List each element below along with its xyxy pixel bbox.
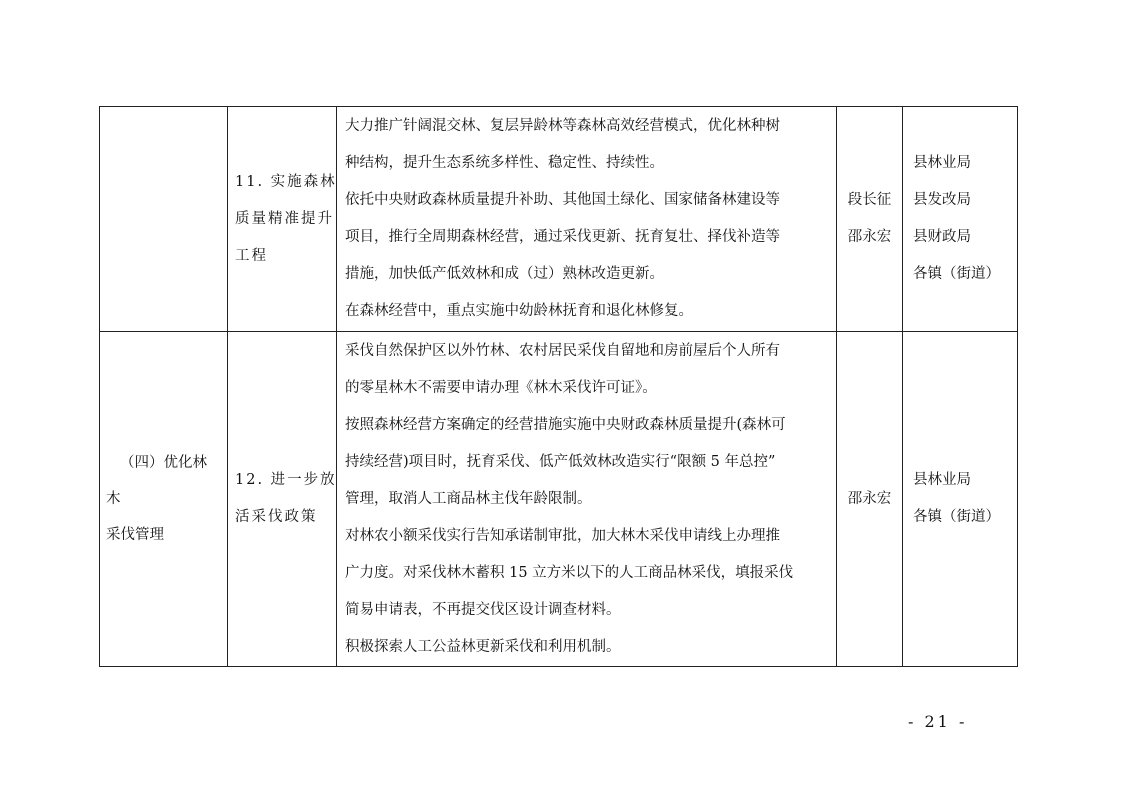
measure-paragraph [345,293,828,330]
leader-cell [837,332,903,667]
measure-line: 在森林经营中，重点实施中幼龄林抚育和退化林修复。 [345,303,693,319]
measure-line: 简易申请表，不再提交伐区设计调查材料。 [345,601,621,618]
project-line: 工程 [235,247,268,264]
measures-table [99,106,1018,667]
department-name: 县林业局 [913,155,971,171]
measure-line: 措施，加快低产低效林和成（过）熟林改造更新。 [345,266,664,282]
department-name: 县林业局 [913,472,971,488]
measure-paragraph [345,333,828,407]
department-name: 各镇（街道） [913,509,1000,525]
project-line: 质量精准提升 [235,210,334,227]
project-line: 活采伐政策 [235,509,318,525]
leader-cell [837,107,903,332]
department-name: 县发改局 [913,192,971,208]
measure-line: 积极探索人工公益林更新采伐和利用机制。 [345,638,621,655]
measure-paragraph [345,518,828,629]
measure-line: 管理，取消人工商品林主伐年龄限制。 [345,490,592,507]
measure-paragraph [345,182,828,293]
measure-line: 广力度。对采伐林木蓄积 15 立方米以下的人工商品林采伐，填报采伐 [345,564,794,581]
measures-cell [337,332,837,667]
measure-line: 的零星林木不需要申请办理《林木采伐许可证》。 [345,379,657,396]
measure-paragraph [345,407,828,518]
measure-paragraph [345,108,828,182]
leader-name: 邵永宏 [847,490,892,507]
table-row [100,332,1018,667]
measure-line: 对林农小额采伐实行告知承诺制审批，加大林木采伐申请线上办理推 [345,527,780,544]
category-cell [100,332,228,667]
department-name: 各镇（街道） [913,266,1000,282]
project-cell [228,107,337,332]
measure-line: 采伐自然保护区以外竹林、农村居民采伐自留地和房前屋后个人所有 [345,342,780,359]
measure-line: 大力推广针阔混交林、复层异龄林等森林高效经营模式，优化林种树 [345,118,780,134]
measure-line: 项目，推行全周期森林经营，通过采伐更新、抚育复壮、择伐补造等 [345,229,780,245]
measure-line: 持续经营)项目时，抚育采伐、低产低效林改造实行“限额 5 年总控” [345,453,776,470]
category-cell [100,107,228,332]
measure-paragraph [345,629,828,666]
category-line: 采伐管理 [106,527,164,543]
department-cell [903,332,1018,667]
table-row [100,107,1018,332]
leader-name: 段长征 [847,192,892,208]
measure-line: 依托中央财政森林质量提升补助、其他国土绿化、国家储备林建设等 [345,192,780,208]
measure-line: 种结构，提升生态系统多样性、稳定性、持续性。 [345,155,664,171]
measure-line: 按照森林经营方案确定的经营措施实施中央财政森林质量提升(森林可 [345,416,786,433]
project-line: 12. 进一步放 [235,472,337,488]
leader-name: 邵永宏 [847,229,892,245]
page-number: - 21 - [908,712,968,731]
category-line: （四）优化林木 [106,455,207,507]
department-cell [903,107,1018,332]
project-line: 11. 实施森林 [235,173,337,190]
department-name: 县财政局 [913,229,971,245]
project-cell [228,332,337,667]
measures-cell [337,107,837,332]
